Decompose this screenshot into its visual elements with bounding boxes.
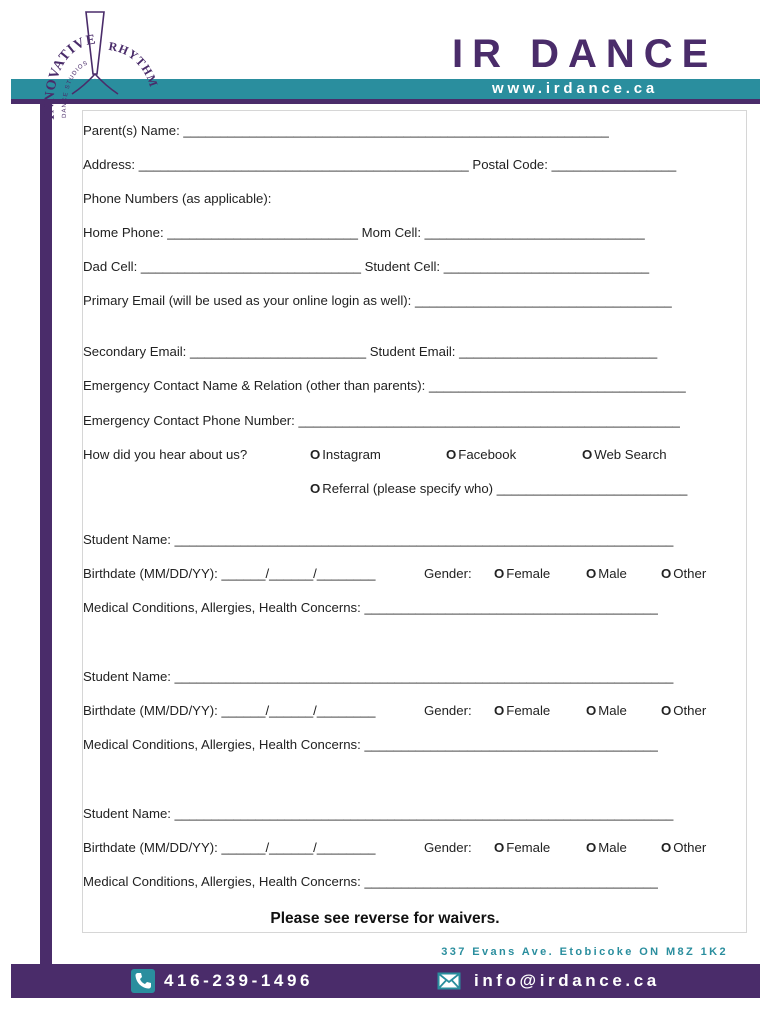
logo-studios-text: DANCE STUDIOS: [61, 60, 90, 119]
option-label: Facebook: [458, 447, 517, 462]
secondary-email-field[interactable]: Secondary Email: ________________________ Student Email: ___________________________: [83, 344, 658, 359]
studio-address: 337 Evans Ave. Etobicoke ON M8Z 1K2: [441, 946, 728, 958]
radio-bullet: O: [310, 481, 321, 496]
option-label: Referral (please specify who) __________________________: [322, 481, 688, 496]
option-label: Female: [506, 840, 551, 855]
student-3-medical-field[interactable]: Medical Conditions, Allergies, Health Concerns: ________________________________________: [83, 874, 658, 889]
radio-bullet: O: [582, 447, 593, 462]
emergency-contact-field[interactable]: Emergency Contact Name & Relation (other than parents): ___________________________________: [83, 378, 686, 393]
option-label: Instagram: [322, 447, 381, 462]
radio-bullet: O: [494, 840, 505, 855]
phone-numbers-heading: Phone Numbers (as applicable):: [83, 191, 272, 206]
radio-bullet: O: [586, 566, 597, 581]
option-web-search[interactable]: [582, 447, 667, 463]
student-3-name-field[interactable]: Student Name: ____________________________________________________________________: [83, 806, 674, 821]
student-1-name-field[interactable]: Student Name: ____________________________________________________________________: [83, 532, 674, 547]
option-label: Female: [506, 566, 551, 581]
option-label: Other: [673, 566, 707, 581]
option-referral[interactable]: [310, 481, 687, 497]
logo-rhythm-text: RHYTHM: [107, 38, 162, 90]
student-3-birthdate-field[interactable]: Birthdate (MM/DD/YY): ______/______/________: [83, 840, 376, 855]
student-2-gender-male[interactable]: [586, 703, 627, 719]
mail-icon: [437, 969, 461, 993]
student-2-gender-label: Gender:: [424, 703, 472, 718]
svg-text:RHYTHM: [108, 39, 161, 89]
hear-about-label: How did you hear about us?: [83, 447, 248, 462]
student-1-birthdate-field[interactable]: Birthdate (MM/DD/YY): ______/______/________: [83, 566, 376, 581]
brand-title: IR DANCE: [452, 32, 718, 76]
student-2-birthdate-field[interactable]: Birthdate (MM/DD/YY): ______/______/________: [83, 703, 376, 718]
student-1-gender-label: Gender:: [424, 566, 472, 581]
phone-icon: [131, 969, 155, 993]
logo-innovative-text: INNOVATIVE: [42, 32, 98, 121]
website-url[interactable]: www.irdance.ca: [492, 80, 659, 97]
student-1-gender-female[interactable]: [494, 566, 550, 582]
primary-email-field[interactable]: Primary Email (will be used as your online login as well): ___________________________________: [83, 293, 672, 308]
waiver-notice: Please see reverse for waivers.: [270, 910, 500, 927]
radio-bullet: O: [494, 566, 505, 581]
student-3-gender-label: Gender:: [424, 840, 472, 855]
radio-bullet: O: [494, 703, 505, 718]
student-1-gender-other[interactable]: [661, 566, 706, 582]
option-label: Male: [598, 840, 627, 855]
radio-bullet: O: [661, 703, 672, 718]
radio-bullet: O: [310, 447, 321, 462]
dad-cell-field[interactable]: Dad Cell: ______________________________ Student Cell: ____________________________: [83, 259, 650, 274]
radio-bullet: O: [446, 447, 457, 462]
student-2-gender-other[interactable]: [661, 703, 706, 719]
student-3-gender-other[interactable]: [661, 840, 706, 856]
footer-email[interactable]: info@irdance.ca: [474, 971, 660, 990]
option-label: Other: [673, 840, 707, 855]
radio-bullet: O: [661, 840, 672, 855]
student-3-gender-female[interactable]: [494, 840, 550, 856]
left-accent-bar: [40, 100, 52, 968]
footer-phone[interactable]: 416-239-1496: [164, 971, 314, 990]
student-1-gender-male[interactable]: [586, 566, 627, 582]
option-label: Web Search: [594, 447, 667, 462]
home-phone-field[interactable]: Home Phone: __________________________ Mom Cell: ______________________________: [83, 225, 645, 240]
radio-bullet: O: [661, 566, 672, 581]
student-2-medical-field[interactable]: Medical Conditions, Allergies, Health Concerns: ________________________________________: [83, 737, 658, 752]
radio-bullet: O: [586, 703, 597, 718]
student-1-medical-field[interactable]: Medical Conditions, Allergies, Health Concerns: ________________________________________: [83, 600, 658, 615]
student-2-gender-female[interactable]: [494, 703, 550, 719]
option-instagram[interactable]: [310, 447, 381, 463]
emergency-phone-field[interactable]: Emergency Contact Phone Number: ____________________________________________________: [83, 413, 680, 428]
student-3-gender-male[interactable]: [586, 840, 627, 856]
radio-bullet: O: [586, 840, 597, 855]
parents-name-field[interactable]: Parent(s) Name: __________________________________________________________: [83, 123, 609, 138]
option-label: Male: [598, 566, 627, 581]
option-label: Other: [673, 703, 707, 718]
option-facebook[interactable]: [446, 447, 516, 463]
option-label: Female: [506, 703, 551, 718]
student-2-name-field[interactable]: Student Name: ____________________________________________________________________: [83, 669, 674, 684]
option-label: Male: [598, 703, 627, 718]
address-field[interactable]: Address: _____________________________________________ Postal Code: _________________: [83, 157, 677, 172]
